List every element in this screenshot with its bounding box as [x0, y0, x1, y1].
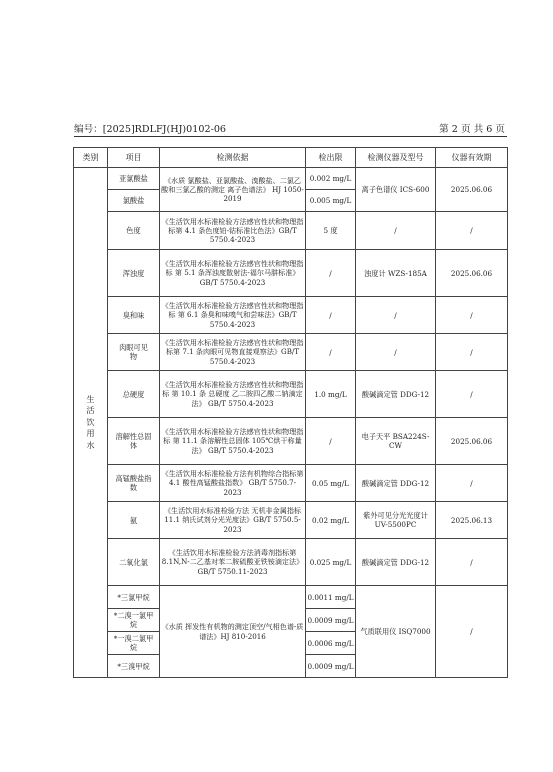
validity-cell: / [436, 334, 508, 371]
instrument-cell: / [356, 334, 436, 371]
table-row [74, 250, 508, 297]
basis-cell: 《生活饮用水标准检验方法感官性状和物理指标 第 6.1 条臭和味嗅气和尝味法》GB/T 5750.4-2023 [160, 297, 306, 334]
item-cell: 氨 [108, 502, 160, 539]
limit-cell: 0.0006 mg/L [306, 632, 356, 655]
item-cell: 氯酸盐 [108, 190, 160, 212]
limit-cell: / [306, 297, 356, 334]
table-row [74, 539, 508, 586]
validity-cell: / [436, 586, 508, 678]
item-cell: *三溴甲烷 [108, 655, 160, 678]
instrument-cell: 气质联用仪 ISQ7000 [356, 586, 436, 678]
validity-cell: / [436, 371, 508, 418]
validity-cell: / [436, 539, 508, 586]
validity-cell: 2025.06.06 [436, 418, 508, 465]
table-row [74, 465, 508, 502]
table-row [74, 297, 508, 334]
table-row [74, 586, 508, 609]
instrument-cell: / [356, 212, 436, 250]
item-cell: 浑浊度 [108, 250, 160, 297]
item-cell: 溶解性总固体 [108, 418, 160, 465]
validity-cell: 2025.06.06 [436, 168, 508, 212]
col-header-limit: 检出限 [306, 148, 356, 168]
header-rule [74, 136, 507, 137]
limit-cell: 0.0009 mg/L [306, 655, 356, 678]
validity-cell: 2025.06.06 [436, 250, 508, 297]
limit-cell: 0.005 mg/L [306, 190, 356, 212]
table-row [74, 418, 508, 465]
basis-cell: 《生活饮用水标准检验方法感官性状和物理指标第 4.1 条色度铂-钴标准比色法》GB/T 5750.4-2023 [160, 212, 306, 250]
col-header-instrument: 检测仪器及型号 [356, 148, 436, 168]
basis-cell: 《水质 挥发性有机物的测定顶空/气相色谱-质谱法》HJ 810-2016 [160, 586, 306, 678]
col-header-category: 类别 [74, 148, 108, 168]
basis-cell: 《生活饮用水标准检验方法有机物综合指标第 4.1 酸性高锰酸盐指数》 GB/T 5750.7-2023 [160, 465, 306, 502]
item-cell: *二溴一氯甲烷 [108, 609, 160, 632]
validity-cell: / [436, 465, 508, 502]
limit-cell: / [306, 334, 356, 371]
item-cell: 总硬度 [108, 371, 160, 418]
limit-cell: 0.0011 mg/L [306, 586, 356, 609]
instrument-cell: 酸碱滴定管 DDG-12 [356, 371, 436, 418]
table-row [74, 168, 508, 190]
limit-cell: 0.0009 mg/L [306, 609, 356, 632]
report-header [74, 121, 505, 135]
item-cell: 二氧化氯 [108, 539, 160, 586]
report-number: 编号：[2025]RDLFJ(HJ)0102-06 [74, 124, 227, 135]
item-cell: 肉眼可见物 [108, 334, 160, 371]
limit-cell: 0.05 mg/L [306, 465, 356, 502]
basis-cell: 《生活饮用水标准检验方法感官性状和物理指标 第 5.1 条浑浊度散射法-福尔马肼标准》 GB/T 5750.4-2023 [160, 250, 306, 297]
category-cell: 生活饮用水 [74, 168, 108, 678]
col-header-basis: 检测依据 [160, 148, 306, 168]
basis-cell: 《生活饮用水标准检验方法感官性状和物理指标 第 11.1 条溶解性总固体 105℃烘干称量法》 GB/T 5750.4-2023 [160, 418, 306, 465]
instrument-cell: 酸碱滴定管 DDG-12 [356, 465, 436, 502]
limit-cell: / [306, 250, 356, 297]
instrument-cell: 紫外可见分光光度计 UV-5500PC [356, 502, 436, 539]
page-indicator: 第 2 页 共 6 页 [439, 124, 505, 135]
table-row [74, 334, 508, 371]
instrument-cell: 电子天平 BSA224S-CW [356, 418, 436, 465]
limit-cell: / [306, 418, 356, 465]
validity-cell: 2025.06.13 [436, 502, 508, 539]
instrument-cell: 离子色谱仪 ICS-600 [356, 168, 436, 212]
item-cell: 亚氯酸盐 [108, 168, 160, 190]
validity-cell: / [436, 297, 508, 334]
instrument-cell: 酸碱滴定管 DDG-12 [356, 539, 436, 586]
basis-cell: 《生活饮用水标准检验方法 无机非金属指标 11.1 纳氏试剂分光光度法》GB/T 5750.5-2023 [160, 502, 306, 539]
instrument-cell: 浊度计 WZS-185A [356, 250, 436, 297]
item-cell: 高锰酸盐指数 [108, 465, 160, 502]
limit-cell: 0.002 mg/L [306, 168, 356, 190]
table-row [74, 212, 508, 250]
instrument-cell: / [356, 297, 436, 334]
limit-cell: 1.0 mg/L [306, 371, 356, 418]
limit-cell: 0.025 mg/L [306, 539, 356, 586]
table-row [74, 371, 508, 418]
basis-cell: 《水质 氯酸盐、亚氯酸盐、溴酸盐、二氯乙酸和三氯乙酸的测定 离子色谱法》 HJ 1050-2019 [160, 168, 306, 212]
basis-cell: 《生活饮用水标准检验方法消毒剂指标第 8.1N,N-二乙基对苯二胺硫酸亚铁铵滴定法》 GB/T 5750.11-2023 [160, 539, 306, 586]
test-method-table [73, 147, 508, 678]
limit-cell: 5 度 [306, 212, 356, 250]
basis-cell: 《生活饮用水标准检验方法感官性状和物理指标 第 10.1 条 总硬度 乙二胺四乙酸二钠滴定法》 GB/T 5750.4-2023 [160, 371, 306, 418]
col-header-validity: 仪器有效期 [436, 148, 508, 168]
validity-cell: / [436, 212, 508, 250]
item-cell: *一溴二氯甲烷 [108, 632, 160, 655]
table-row [74, 502, 508, 539]
table-header-row [74, 148, 508, 168]
limit-cell: 0.02 mg/L [306, 502, 356, 539]
item-cell: *三氯甲烷 [108, 586, 160, 609]
col-header-item: 项目 [108, 148, 160, 168]
item-cell: 色度 [108, 212, 160, 250]
basis-cell: 《生活饮用水标准检验方法感官性状和物理指标第 7.1 条肉眼可见物直接观察法》GB/T 5750.4-2023 [160, 334, 306, 371]
item-cell: 臭和味 [108, 297, 160, 334]
